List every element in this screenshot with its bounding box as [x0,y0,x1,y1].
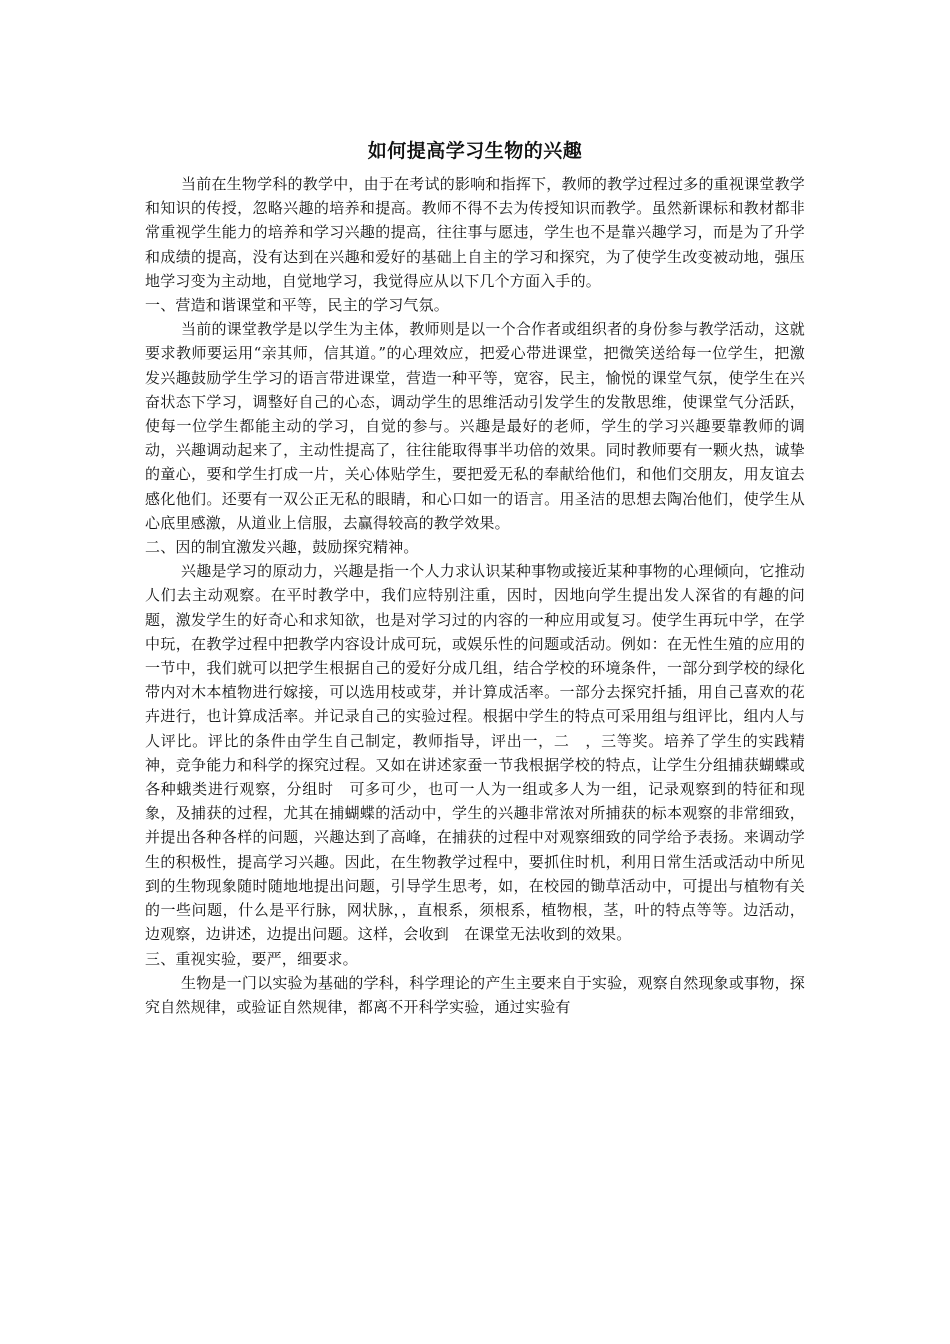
section-1-paragraph: 当前的课堂教学是以学生为主体，教师则是以一个合作者或组织者的身份参与教学活动，这就要求教师要运用“亲其师，信其道。”的心理效应，把爱心带进课堂，把微笑送给每一位学生，把激发兴趣鼓励学生学习的语言带进课堂，营造一种平等，宽容，民主，愉悦的课堂气氛，使学生在兴奋状态下学习，调整好自己的心态，调动学生的思维活动引发学生的发散思维，使课堂气分活跃，使每一位学生都能主动的学习，自觉的参与。兴趣是最好的老师，学生的学习兴趣要靠教师的调动，兴趣调动起来了，主动性提高了，往往能取得事半功倍的效果。同时教师要有一颗火热，诚挚的童心，要和学生打成一片，关心体贴学生，要把爱无私的奉献给他们，和他们交朋友，用友谊去感化他们。还要有一双公正无私的眼睛，和心口如一的语言。用圣洁的思想去陶冶他们，使学生从心底里感激，从道业上信服，去赢得较高的教学效果。 [145,320,805,532]
section-heading-2: 二、因的制宜激发兴趣，鼓励探究精神。 [145,538,419,557]
section-heading-1: 一、营造和谐课堂和平等，民主的学习气氛。 [145,296,450,315]
section-heading-3: 三、重视实验，要严，细要求。 [145,949,358,968]
section-3-paragraph: 生物是一门以实验为基础的学科，科学理论的产生主要来自于实验，观察自然现象或事物，探究自然规律，或验证自然规律，都离不开科学实验，通过实验有 [145,973,805,1016]
document-title: 如何提高学习生物的兴趣 [367,140,583,162]
intro-paragraph: 当前在生物学科的教学中，由于在考试的影响和指挥下，教师的教学过程过多的重视课堂教学和知识的传授，忽略兴趣的培养和提高。教师不得不去为传授知识而教学。虽然新课标和教材都非常重视学生能力的培养和学习兴趣的提高，往往事与愿违，学生也不是靠兴趣学习，而是为了升学和成绩的提高，没有达到在兴趣和爱好的基础上自主的学习和探究，为了使学生改变被动地，强压地学习变为主动地，自觉地学习，我觉得应从以下几个方面入手的。 [145,175,805,290]
section-2-paragraph: 兴趣是学习的原动力，兴趣是指一个人力求认识某种事物或接近某种事物的心理倾向，它推动人们去主动观察。在平时教学中，我们应特别注重，因时，因地向学生提出发人深省的有趣的问题，激发学生的好奇心和求知欲，也是对学习过的内容的一种应用或复习。使学生再玩中学，在学中玩，在教学过程中把教学内容设计成可玩，或娱乐性的问题或活动。例如：在无性生殖的应用的一节中，我们就可以把学生根据自己的爱好分成几组，结合学校的环境条件，一部分到学校的绿化带内对木本植物进行嫁接，可以选用枝或芽，并计算成活率。一部分去探究扦插，用自己喜欢的花卉进行，也计算成活率。并记录自己的实验过程。根据中学生的特点可采用组与组评比，组内人与人评比。评比的条件由学生自己制定，教师指导，评出一，二 ，三等奖。培养了学生的实践精神，竞争能力和科学的探究过程。又如在讲述家蚕一节我根据学校的特点，让学生分组捕获蝴蝶或各种蛾类进行观察，分组时 可多可少，也可一人为一组或多人为一组，记录观察到的特征和现象，及捕获的过程，尤其在捕蝴蝶的活动中，学生的兴趣非常浓对所捕获的标本观察的非常细致，并提出各种各样的问题，兴趣达到了高峰，在捕获的过程中对观察细致的同学给予表扬。来调动学生的积极性，提高学习兴趣。因此，在生物教学过程中，要抓住时机，利用日常生活或活动中所见到的生物现象随时随地地提出问题，引导学生思考，如，在校园的锄草活动中，可提出与植物有关的一些问题，什么是平行脉，网状脉，，直根系，须根系，植物根，茎，叶的特点等等。边活动，边观察，边讲述，边提出问题。这样，会收到 在课堂无法收到的效果。 [145,562,805,944]
document-body [145,136,805,1019]
